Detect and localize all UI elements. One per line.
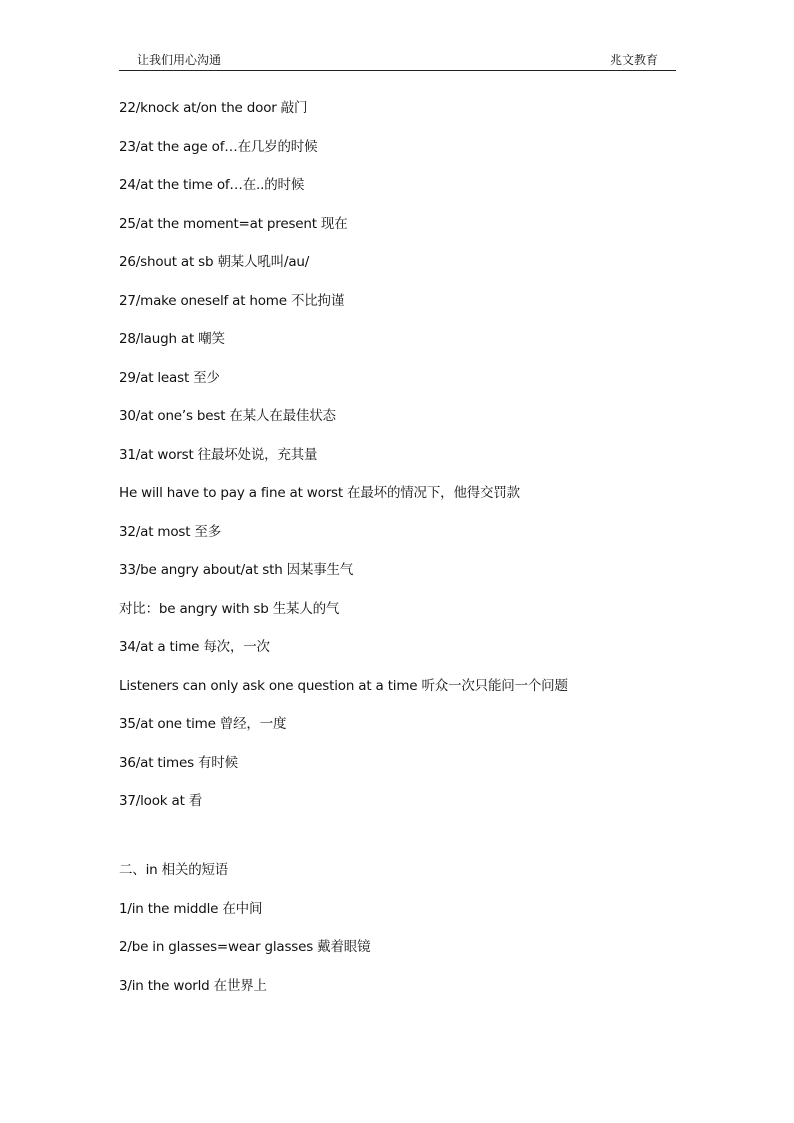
phrase-line: 34/at a time 每次，一次 xyxy=(119,639,270,655)
phrase-line: 35/at one time 曾经，一度 xyxy=(119,716,287,732)
phrase-line: 3/in the world 在世界上 xyxy=(119,978,267,994)
phrase-line: 22/knock at/on the door 敲门 xyxy=(119,100,308,116)
header-slogan: 让我们用心沟通 xyxy=(137,53,222,67)
phrase-line: 24/at the time of…在..的时候 xyxy=(119,177,305,193)
phrase-line: 33/be angry about/at sth 因某事生气 xyxy=(119,562,354,578)
header-organization: 兆文教育 xyxy=(609,53,658,67)
phrase-line: 29/at least 至少 xyxy=(119,370,220,386)
example-sentence: He will have to pay a fine at worst 在最坏的情况下，他得交罚款 xyxy=(119,485,520,501)
phrase-line: 1/in the middle 在中间 xyxy=(119,901,263,917)
phrase-line: 26/shout at sb 朝某人吼叫/au/ xyxy=(119,254,310,270)
phrase-line: 37/look at 看 xyxy=(119,793,203,809)
phrase-line: 36/at times 有时候 xyxy=(119,755,238,771)
phrase-line: 28/laugh at 嘲笑 xyxy=(119,331,225,347)
phrase-line: 2/be in glasses=wear glasses 戴着眼镜 xyxy=(119,939,371,955)
phrase-line: 32/at most 至多 xyxy=(119,524,222,540)
example-sentence: Listeners can only ask one question at a time 听众一次只能问一个问题 xyxy=(119,678,568,694)
comparison-line: 对比：be angry with sb 生某人的气 xyxy=(119,601,340,617)
phrase-line: 27/make oneself at home 不比拘谨 xyxy=(119,293,345,309)
phrase-line: 30/at one’s best 在某人在最佳状态 xyxy=(119,408,336,424)
phrase-line: 31/at worst 往最坏处说，充其量 xyxy=(119,447,318,463)
section-heading: 二、in 相关的短语 xyxy=(119,862,229,878)
phrase-line: 25/at the moment=at present 现在 xyxy=(119,216,348,232)
phrase-line: 23/at the age of…在几岁的时候 xyxy=(119,139,318,155)
page-header xyxy=(119,48,676,71)
